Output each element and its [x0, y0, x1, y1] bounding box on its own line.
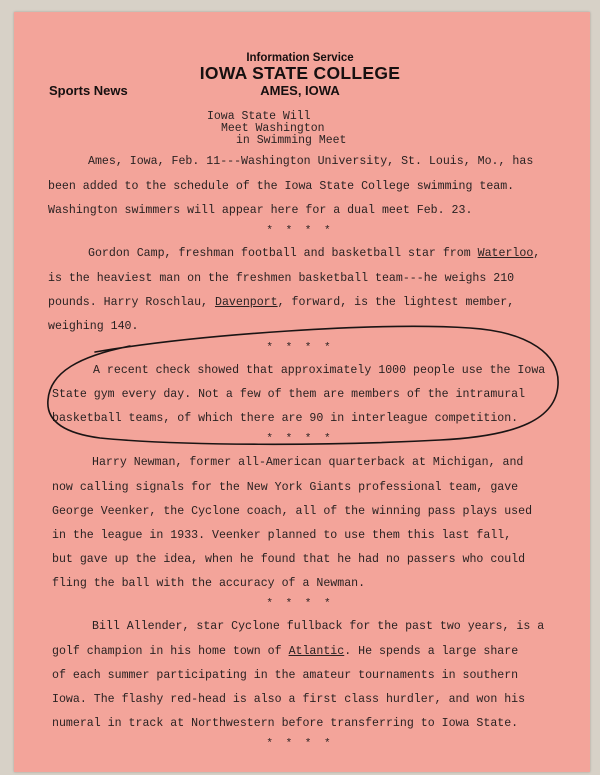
separator-4: * * * *	[266, 598, 334, 610]
p5-line-2-end: . He spends a large share	[344, 645, 519, 658]
davenport-underlined: Davenport	[214, 296, 278, 309]
p4-line-3: George Veenker, the Cyclone coach, all of the winning pass plays used	[52, 505, 533, 518]
p1-line-1: Ames, Iowa, Feb. 11---Washington University, St. Louis, Mo., has	[88, 155, 534, 168]
p2-line-1-text: Gordon Camp, freshman football and basketball star from	[88, 247, 478, 260]
p5-line-1: Bill Allender, star Cyclone fullback for the past two years, is a	[92, 620, 545, 633]
p2-line-3	[48, 296, 514, 309]
p2-line-1	[88, 247, 540, 260]
p2-line-3-end: , forward, is the lightest member,	[277, 296, 515, 309]
p5-line-2-text: golf champion in his home town of	[52, 645, 289, 658]
p3-line-1: A recent check showed that approximately 1000 people use the Iowa	[93, 364, 546, 377]
p1-line-3: Washington swimmers will appear here for a dual meet Feb. 23.	[48, 204, 473, 217]
p3-line-2: State gym every day. Not a few of them are members of the intramural	[52, 388, 526, 401]
p4-line-6: fling the ball with the accuracy of a Newman.	[52, 577, 366, 590]
p1-line-2: been added to the schedule of the Iowa State College swimming team.	[48, 180, 515, 193]
headline-line-1: Iowa State Will	[207, 110, 311, 123]
headline-line-3: in Swimming Meet	[236, 134, 347, 147]
p2-line-2: is the heaviest man on the freshmen basketball team---he weighs 210	[48, 272, 515, 285]
atlantic-underlined: Atlantic	[288, 645, 345, 658]
p4-line-5: but gave up the idea, when he found that he had no passers who could	[52, 553, 526, 566]
p3-line-3: basketball teams, of which there are 90 in interleague competition.	[52, 412, 519, 425]
p4-line-4: in the league in 1933. Veenker planned to use them this last fall,	[52, 529, 512, 542]
header-college: IOWA STATE COLLEGE	[199, 63, 401, 83]
p5-line-2	[52, 645, 518, 658]
separator-2: * * * *	[266, 342, 334, 354]
header-service: Information Service	[246, 52, 354, 64]
p5-line-3: of each summer participating in the amateur tournaments in southern	[52, 669, 519, 682]
p5-line-5: numeral in track at Northwestern before transferring to Iowa State.	[52, 717, 519, 730]
separator-1: * * * *	[266, 225, 334, 237]
separator-3: * * * *	[266, 433, 334, 445]
p4-line-1: Harry Newman, former all-American quarterback at Michigan, and	[92, 456, 524, 469]
waterloo-underlined: Waterloo	[477, 247, 534, 260]
separator-5: * * * *	[266, 738, 334, 750]
p4-line-2: now calling signals for the New York Giants professional team, gave	[52, 481, 519, 494]
p5-line-4: Iowa. The flashy red-head is also a first class hurdler, and won his	[52, 693, 526, 706]
headline-line-2: Meet Washington	[221, 122, 325, 135]
p2-line-3-text: pounds. Harry Roschlau,	[48, 296, 215, 309]
p2-line-1-end: ,	[533, 247, 541, 260]
p2-line-4: weighing 140.	[48, 320, 139, 333]
section-label: Sports News	[49, 83, 128, 98]
header-city: AMES, IOWA	[260, 83, 340, 98]
